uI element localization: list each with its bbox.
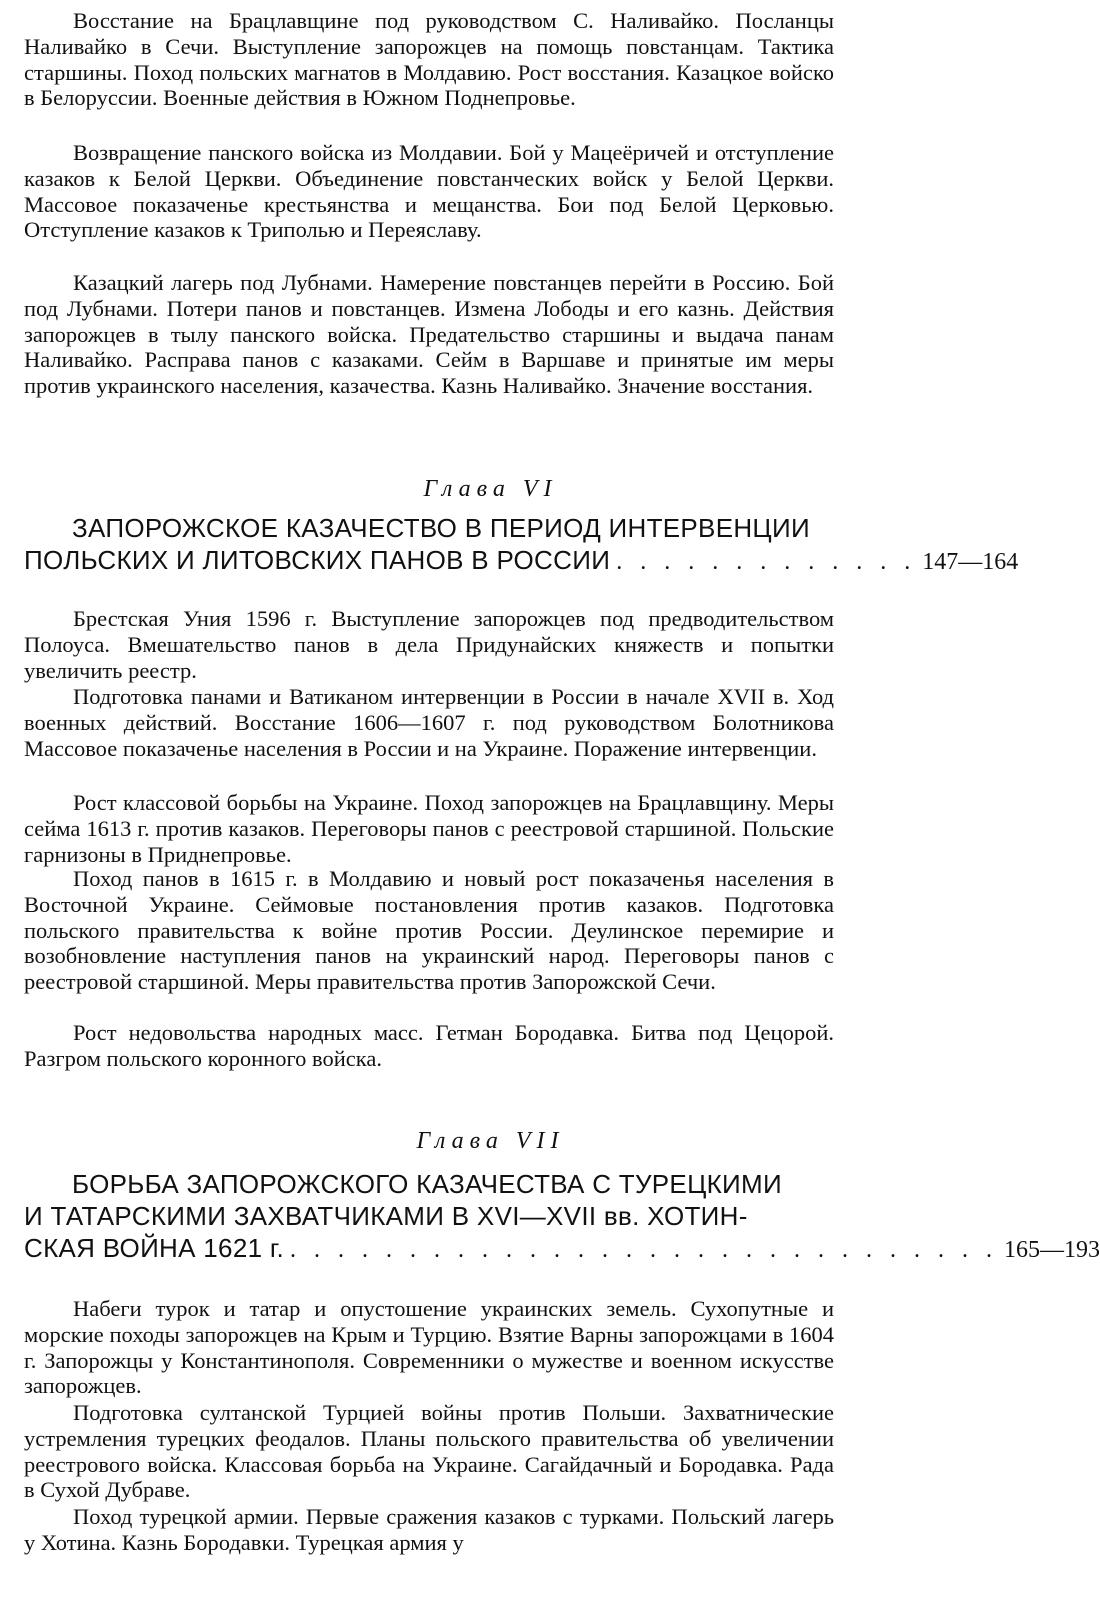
summary-paragraph: Поход турецкой армии. Первые сражения казаков с турками. Польский лагерь у Хотина. Казнь Бородавки. Турецкая армия у	[24, 1504, 834, 1555]
chapter-7-pages: 165—193	[1004, 1237, 1100, 1263]
summary-paragraph: Казацкий лагерь под Лубнами. Намерение повстанцев перейти в Россию. Бой под Лубнами. Потери панов и повстанцев. Измена Лободы и его казнь. Действия запорожцев в тылу панского войска. Предательство старшины и выдача панам Наливайко. Расправа панов с казаками. Сейм в Варшаве и принятые им меры против украинского населения, казачества. Казнь Наливайко. Значение восстания.	[24, 270, 834, 399]
summary-paragraph: Рост недовольства народных масс. Гетман Бородавка. Битва под Цецорой. Разгром польского коронного войска.	[24, 1020, 834, 1071]
chapter-6-title-last-line	[24, 544, 1019, 578]
summary-paragraph: Возвращение панского войска из Молдавии. Бой у Мацеёричей и отступление казаков к Белой Церкви. Объединение повстанческих войск у Белой Церкви. Массовое показаченье крестьянства и мещанства. Бои под Белой Церковью. Отступление казаков к Триполью и Переяславу.	[24, 140, 834, 243]
summary-paragraph: Брестская Уния 1596 г. Выступление запорожцев под предводительством Полоуса. Вмешательство панов в дела Придунайских княжеств и попытки увеличить реестр.	[24, 606, 834, 683]
chapter-6-pages: 147—164	[922, 549, 1019, 575]
summary-paragraph: Восстание на Брацлавщине под руководством С. Наливайко. Посланцы Наливайко в Сечи. Выступление запорожцев на помощь повстанцам. Тактика старшины. Поход польских магнатов в Молдавию. Рост восстания. Казацкое войско в Белоруссии. Военные действия в Южном Поднепровье.	[24, 8, 834, 111]
chapter-7-title-line: СКАЯ ВОЙНА 1621 г.	[24, 1233, 284, 1263]
summary-paragraph: Поход панов в 1615 г. в Молдавию и новый рост показаченья населения в Восточной Украине. Сеймовые постановления против казаков. Подготовка польского правительства к войне против России. Деулинское перемирие и возобновление наступления панов на украинский народ. Переговоры панов с реестровой старшиной. Меры правительства против Запорожской Сечи.	[24, 866, 834, 995]
chapter-6-title	[24, 512, 1019, 578]
chapter-7-title-line: БОРЬБА ЗАПОРОЖСКОГО КАЗАЧЕСТВА С ТУРЕЦКИМИ	[72, 1169, 782, 1199]
summary-paragraph: Набеги турок и татар и опустошение украинских земель. Сухопутные и морские походы запорожцев на Крым и Турцию. Взятие Варны запорожцами в 1604 г. Запорожцы у Константинополя. Современники о мужестве и военном искусстве запорожцев.	[24, 1296, 834, 1399]
summary-paragraph: Рост классовой борьбы на Украине. Поход запорожцев на Брацлавщину. Меры сейма 1613 г. против казаков. Переговоры панов с реестровой старшиной. Польские гарнизоны в Приднепровье.	[24, 790, 834, 867]
chapter-7-label: Глава VII	[416, 1128, 565, 1154]
summary-paragraph: Подготовка панами и Ватиканом интервенции в России в начале XVII в. Ход военных действий. Восстание 1606—1607 г. под руководством Болотникова Массовое показаченье населения в России и на Украине. Поражение интервенции.	[24, 684, 834, 761]
chapter-7-title-line: И ТАТАРСКИМИ ЗАХВАТЧИКАМИ В XVI—XVII вв. ХОТИН-	[24, 1201, 748, 1231]
toc-leader-dots: . . . . . . . . . . . . .	[616, 549, 917, 575]
chapter-6-label: Глава VI	[423, 476, 558, 502]
toc-leader-dots: . . . . . . . . . . . . . . . . . . . . . . . . . . . . . .	[290, 1237, 998, 1263]
summary-paragraph: Подготовка султанской Турцией войны против Польши. Захватнические устремления турецких феодалов. Планы польского правительства об увеличении реестрового войска. Классовая борьба на Украине. Сагайдачный и Бородавка. Рада в Сухой Дубраве.	[24, 1400, 834, 1503]
chapter-7-title	[24, 1168, 1100, 1266]
chapter-6-title-line: ПОЛЬСКИХ И ЛИТОВСКИХ ПАНОВ В РОССИИ	[24, 545, 611, 575]
chapter-6-title-line: ЗАПОРОЖСКОЕ КАЗАЧЕСТВО В ПЕРИОД ИНТЕРВЕНЦИИ	[72, 513, 810, 543]
chapter-7-title-last-line	[24, 1232, 1100, 1266]
